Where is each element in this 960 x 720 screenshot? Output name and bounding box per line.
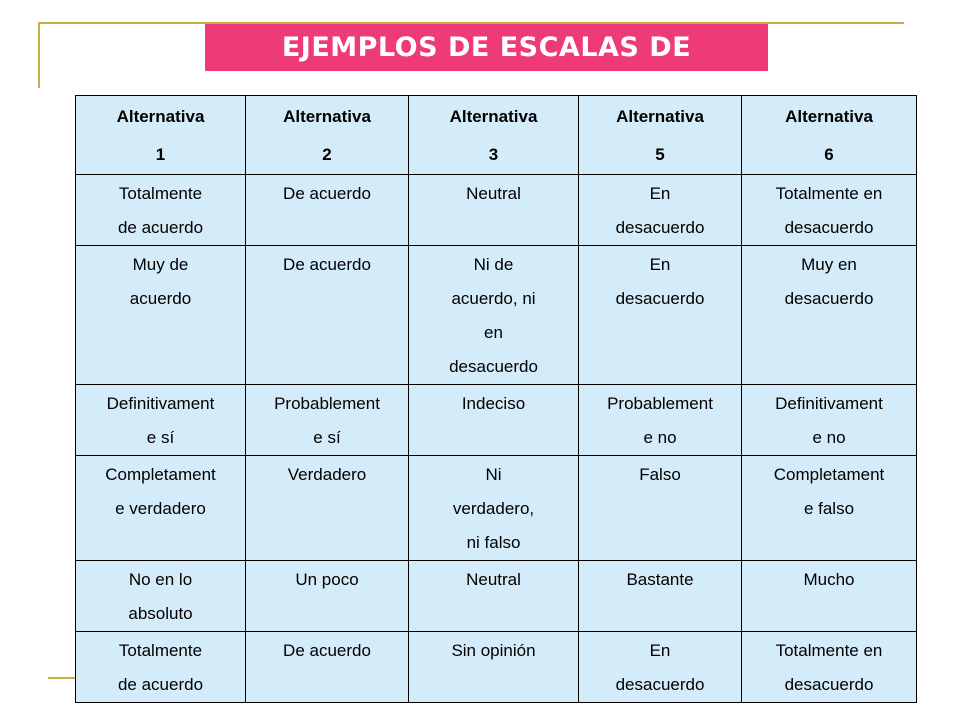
table-cell <box>246 385 409 456</box>
page-title: EJEMPLOS DE ESCALAS DE <box>205 24 768 71</box>
cell-line: desacuerdo <box>449 357 538 376</box>
table-cell <box>409 632 579 703</box>
table-cell <box>409 456 579 561</box>
table-cell <box>579 175 742 246</box>
cell-line: En <box>649 641 671 660</box>
cell-line: ni falso <box>466 533 521 552</box>
cell-line: Falso <box>639 465 681 484</box>
cell-line: desacuerdo <box>615 675 705 694</box>
table-cell <box>76 561 246 632</box>
table-header <box>76 96 917 175</box>
cell-line: Ni <box>485 465 502 484</box>
cell-line: 2 <box>322 145 332 164</box>
cell-line: Totalmente en <box>775 641 883 660</box>
cell-line: absoluto <box>128 604 193 623</box>
table-row <box>76 175 917 246</box>
cell-line: Totalmente <box>118 184 203 203</box>
cell-line: desacuerdo <box>784 289 874 308</box>
table-cell <box>246 246 409 385</box>
column-header <box>409 96 579 175</box>
table-cell <box>579 385 742 456</box>
cell-line: e sí <box>146 428 175 447</box>
table-cell <box>409 175 579 246</box>
cell-line: acuerdo <box>129 289 192 308</box>
cell-line: Probablement <box>607 394 713 413</box>
cell-line: Completament <box>773 465 885 484</box>
cell-line: desacuerdo <box>784 218 874 237</box>
cell-line: En <box>649 184 671 203</box>
table-cell <box>742 246 917 385</box>
column-header <box>742 96 917 175</box>
table-cell <box>742 385 917 456</box>
cell-line: 3 <box>488 145 499 164</box>
frame-left-line <box>38 22 40 88</box>
cell-line: Verdadero <box>287 465 367 484</box>
cell-line: Alternativa <box>449 107 538 126</box>
cell-line: No en lo <box>128 570 193 589</box>
cell-line: Alternativa <box>785 107 873 126</box>
cell-line: Probablement <box>274 394 380 413</box>
cell-line: Alternativa <box>616 107 704 126</box>
cell-line: e sí <box>313 428 341 447</box>
table-row <box>76 246 917 385</box>
table-cell <box>742 632 917 703</box>
cell-line: De acuerdo <box>283 255 371 274</box>
table-cell <box>76 456 246 561</box>
column-header <box>246 96 409 175</box>
cell-line: Un poco <box>295 570 359 589</box>
cell-line: de acuerdo <box>117 675 204 694</box>
cell-line: 6 <box>824 145 834 164</box>
table-row <box>76 632 917 703</box>
cell-line: Mucho <box>803 570 855 589</box>
cell-line: 1 <box>155 145 166 164</box>
cell-line: Totalmente en <box>775 184 883 203</box>
cell-line: desacuerdo <box>615 289 705 308</box>
cell-line: Alternativa <box>116 107 205 126</box>
table-row <box>76 385 917 456</box>
cell-line: de acuerdo <box>117 218 204 237</box>
table-cell <box>246 175 409 246</box>
table-cell <box>579 561 742 632</box>
cell-line: Sin opinión <box>451 641 536 660</box>
cell-line: De acuerdo <box>283 184 371 203</box>
cell-line: Totalmente <box>118 641 203 660</box>
cell-line: Indeciso <box>461 394 526 413</box>
cell-line: Completament <box>105 465 216 484</box>
scales-table <box>75 95 917 703</box>
table-cell <box>76 246 246 385</box>
cell-line: desacuerdo <box>784 675 874 694</box>
cell-line: acuerdo, ni <box>451 289 536 308</box>
header-row <box>76 96 917 175</box>
table-cell <box>409 385 579 456</box>
table-cell <box>409 561 579 632</box>
table-cell <box>76 175 246 246</box>
cell-line: e falso <box>803 499 855 518</box>
cell-line: Neutral <box>466 570 521 589</box>
cell-line: Muy en <box>801 255 857 274</box>
cell-line: De acuerdo <box>283 641 371 660</box>
table-cell <box>579 456 742 561</box>
table-cell <box>246 632 409 703</box>
table-cell <box>76 385 246 456</box>
cell-line: En <box>649 255 671 274</box>
cell-line: en <box>484 323 503 342</box>
table-cell <box>409 246 579 385</box>
cell-line: e no <box>812 428 846 447</box>
frame-bottom-line <box>48 677 76 679</box>
table-cell <box>76 632 246 703</box>
cell-line: Alternativa <box>283 107 371 126</box>
cell-line: Bastante <box>626 570 694 589</box>
table-body <box>76 175 917 703</box>
cell-line: verdadero, <box>452 499 535 518</box>
table-cell <box>742 561 917 632</box>
cell-line: e verdadero <box>115 499 206 518</box>
table-cell <box>579 246 742 385</box>
cell-line: 5 <box>655 145 665 164</box>
table-cell <box>579 632 742 703</box>
table-cell <box>742 175 917 246</box>
column-header <box>579 96 742 175</box>
cell-line: Definitivament <box>106 394 215 413</box>
cell-line: Definitivament <box>775 394 883 413</box>
table-cell <box>742 456 917 561</box>
table-row <box>76 561 917 632</box>
cell-line: desacuerdo <box>615 218 705 237</box>
table-cell <box>246 456 409 561</box>
cell-line: Neutral <box>466 184 521 203</box>
cell-line: e no <box>643 428 677 447</box>
table-row <box>76 456 917 561</box>
cell-line: Muy de <box>132 255 189 274</box>
column-header <box>76 96 246 175</box>
cell-line: Ni de <box>473 255 514 274</box>
table-cell <box>246 561 409 632</box>
